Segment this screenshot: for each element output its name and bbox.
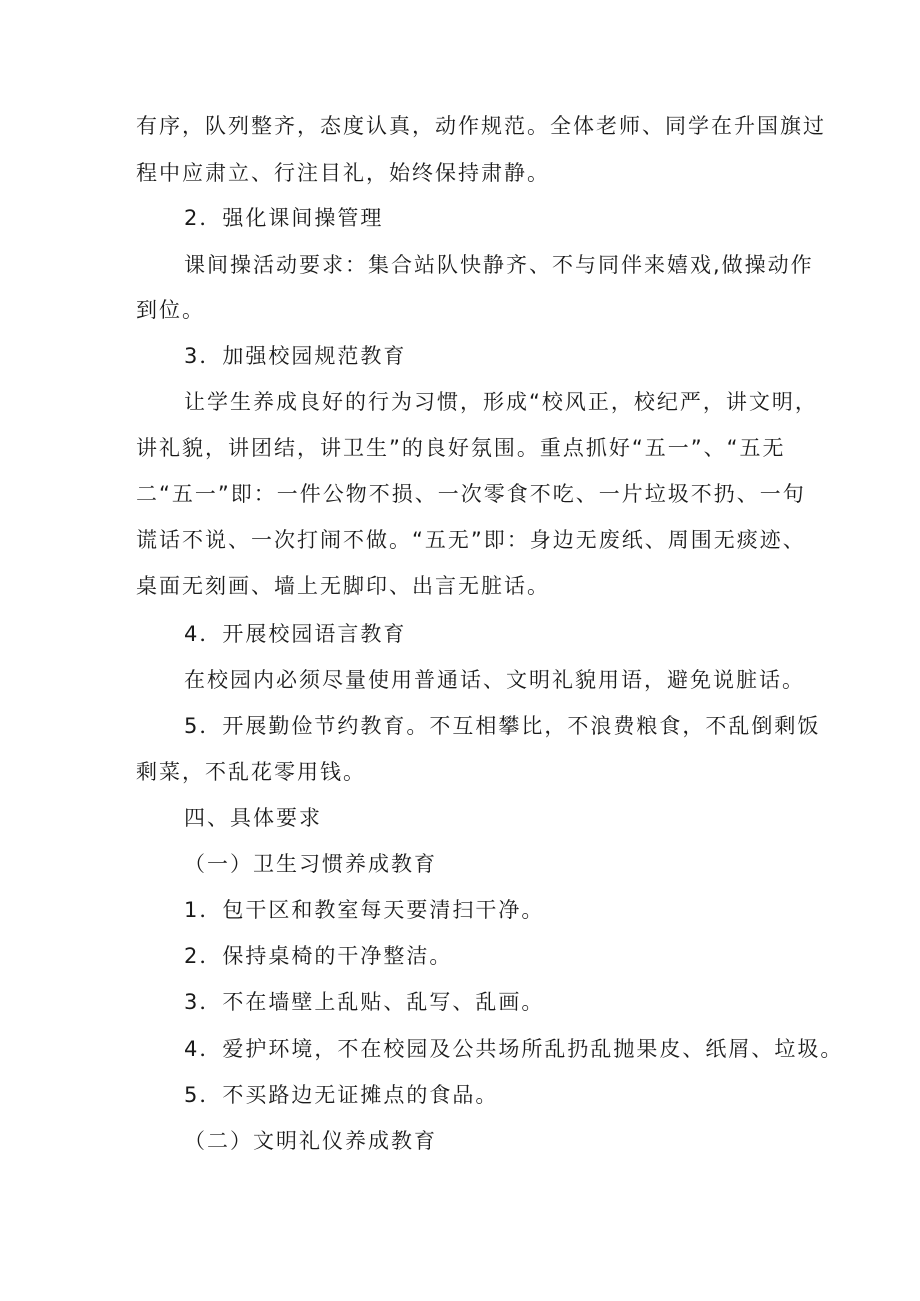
list-item: 2．保持桌椅的干净整洁。 xyxy=(184,944,453,968)
paragraph-line: 课间操活动要求：集合站队快静齐、不与同伴来嬉戏,做操动作 xyxy=(184,253,814,277)
paragraph-line: 谎话不说、一次打闹不做。“五无”即：身边无废纸、周围无痰迹、 xyxy=(136,528,806,552)
paragraph-line: 程中应肃立、行注目礼，始终保持肃静。 xyxy=(136,161,550,185)
list-item: 4．爱护环境，不在校园及公共场所乱扔乱抛果皮、纸屑、垃圾。 xyxy=(184,1037,844,1061)
subsection-heading: （一）卫生习惯养成教育 xyxy=(184,852,437,876)
list-item: 3．不在墙壁上乱贴、乱写、乱画。 xyxy=(184,990,545,1014)
section-heading: 4．开展校园语言教育 xyxy=(184,622,407,646)
section-heading: 四、具体要求 xyxy=(184,806,322,830)
section-heading: 3．加强校园规范教育 xyxy=(184,344,407,368)
list-item: 1．包干区和教室每天要清扫干净。 xyxy=(184,898,545,922)
paragraph-line: 到位。 xyxy=(136,298,205,322)
paragraph-line: 5．开展勤俭节约教育。不互相攀比，不浪费粮食，不乱倒剩饭 xyxy=(184,714,821,738)
paragraph-line: 有序，队列整齐，态度认真，动作规范。全体老师、同学在升国旗过 xyxy=(136,114,826,138)
paragraph-line: 二“五一”即：一件公物不损、一次零食不吃、一片垃圾不扔、一句 xyxy=(136,482,806,506)
paragraph-line: 让学生养成良好的行为习惯，形成“校风正，校纪严，讲文明， xyxy=(184,390,818,414)
paragraph-line: 讲礼貌，讲团结，讲卫生”的良好氛围。重点抓好“五一”、“五无 xyxy=(136,436,786,460)
paragraph-line: 在校园内必须尽量使用普通话、文明礼貌用语，避免说脏话。 xyxy=(184,668,805,692)
paragraph-line: 剩菜，不乱花零用钱。 xyxy=(136,760,366,784)
list-item: 5．不买路边无证摊点的食品。 xyxy=(184,1083,499,1107)
subsection-heading: （二）文明礼仪养成教育 xyxy=(184,1129,437,1153)
paragraph-line: 桌面无刻画、墙上无脚印、出言无脏话。 xyxy=(136,574,550,598)
section-heading: 2．强化课间操管理 xyxy=(184,206,384,230)
